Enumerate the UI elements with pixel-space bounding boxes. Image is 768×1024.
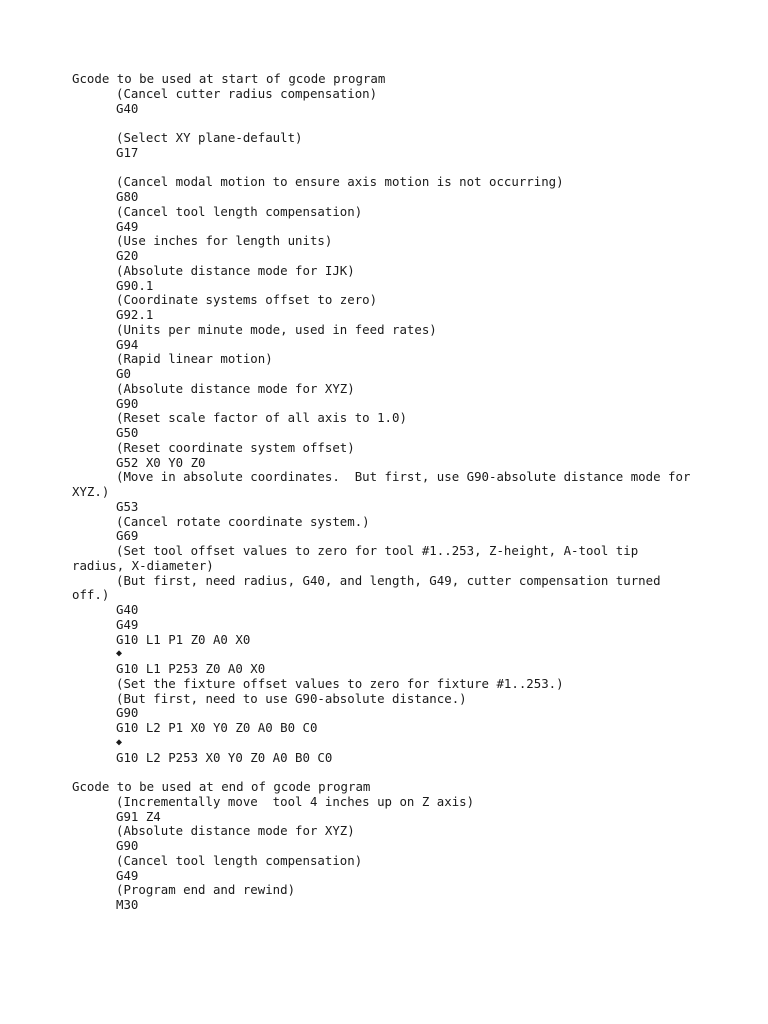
- comment-line: (But first, need to use G90-absolute distance.): [116, 690, 467, 706]
- comment-line: (Cancel cutter radius compensation): [116, 85, 378, 101]
- comment-line: (Incrementally move tool 4 inches up on Z axis): [116, 793, 475, 809]
- comment-line: (Cancel modal motion to ensure axis motion is not occurring): [116, 174, 564, 190]
- comment-line-wrap: radius, X-diameter): [72, 557, 214, 573]
- end-section-heading: Gcode to be used at end of gcode program: [72, 779, 371, 794]
- comment-line-wrap: off.): [72, 587, 110, 603]
- comment-line: (Absolute distance mode for XYZ): [116, 823, 355, 839]
- code-line: G94: [116, 336, 139, 352]
- code-line: G92.1: [116, 307, 154, 322]
- code-line: G50: [116, 425, 139, 440]
- code-line: G91 Z4: [116, 808, 161, 824]
- diamond-bullet-icon: ◆: [116, 648, 123, 660]
- code-line: G90: [116, 838, 139, 853]
- code-line: G10 L2 P1 X0 Y0 Z0 A0 B0 C0: [116, 720, 318, 735]
- comment-line-wrap: XYZ.): [72, 484, 110, 499]
- code-line: G52 X0 Y0 Z0: [116, 454, 206, 470]
- code-line: G40: [116, 100, 139, 116]
- comment-line: (Cancel tool length compensation): [116, 203, 363, 219]
- comment-line: (Set tool offset values to zero for tool #1..253, Z-height, A-tool tip: [116, 543, 639, 558]
- comment-line: (Coordinate systems offset to zero): [116, 292, 378, 308]
- code-line: G80: [116, 189, 139, 204]
- comment-line: (Program end and rewind): [116, 882, 296, 898]
- code-line: G40: [116, 602, 139, 617]
- comment-line: (Reset coordinate system offset): [116, 439, 355, 455]
- comment-line: (Absolute distance mode for XYZ): [116, 380, 355, 396]
- blank-line: [72, 161, 712, 176]
- comment-line: (Select XY plane-default): [116, 130, 303, 145]
- comment-line: (Reset scale factor of all axis to 1.0): [116, 410, 407, 426]
- code-line: G90: [116, 705, 139, 721]
- code-line: G10 L1 P1 Z0 A0 X0: [116, 631, 251, 647]
- comment-line: (Rapid linear motion): [116, 351, 273, 367]
- code-line: G49: [116, 218, 139, 234]
- code-line: G0: [116, 366, 131, 381]
- comment-line: (Use inches for length units): [116, 233, 333, 249]
- comment-line: (Cancel rotate coordinate system.): [116, 513, 370, 529]
- code-line: G17: [116, 144, 139, 160]
- comment-line: (Units per minute mode, used in feed rates): [116, 321, 437, 337]
- comment-line: (Set the fixture offset values to zero for fixture #1..253.): [116, 675, 564, 691]
- start-section-heading: Gcode to be used at start of gcode program: [72, 71, 386, 86]
- code-line: M30: [116, 897, 139, 912]
- gcode-document: [72, 72, 712, 913]
- comment-line: (Move in absolute coordinates. But first, use G90-absolute distance mode for: [116, 469, 691, 485]
- blank-line: [72, 116, 712, 131]
- code-line: G10 L2 P253 X0 Y0 Z0 A0 B0 C0: [116, 749, 333, 765]
- diamond-bullet-icon: ◆: [116, 736, 123, 748]
- comment-line: (But first, need radius, G40, and length, G49, cutter compensation turned: [116, 572, 661, 588]
- code-line: G90: [116, 395, 139, 411]
- code-line: G10 L1 P253 Z0 A0 X0: [116, 661, 266, 676]
- code-line: G53: [116, 498, 139, 514]
- code-line: G20: [116, 248, 139, 263]
- code-line: G49: [116, 867, 139, 883]
- code-line: G69: [116, 528, 139, 544]
- comment-line: (Cancel tool length compensation): [116, 852, 363, 868]
- code-line: G49: [116, 616, 139, 632]
- code-line: G90.1: [116, 277, 154, 293]
- blank-line: [72, 765, 712, 780]
- comment-line: (Absolute distance mode for IJK): [116, 262, 355, 278]
